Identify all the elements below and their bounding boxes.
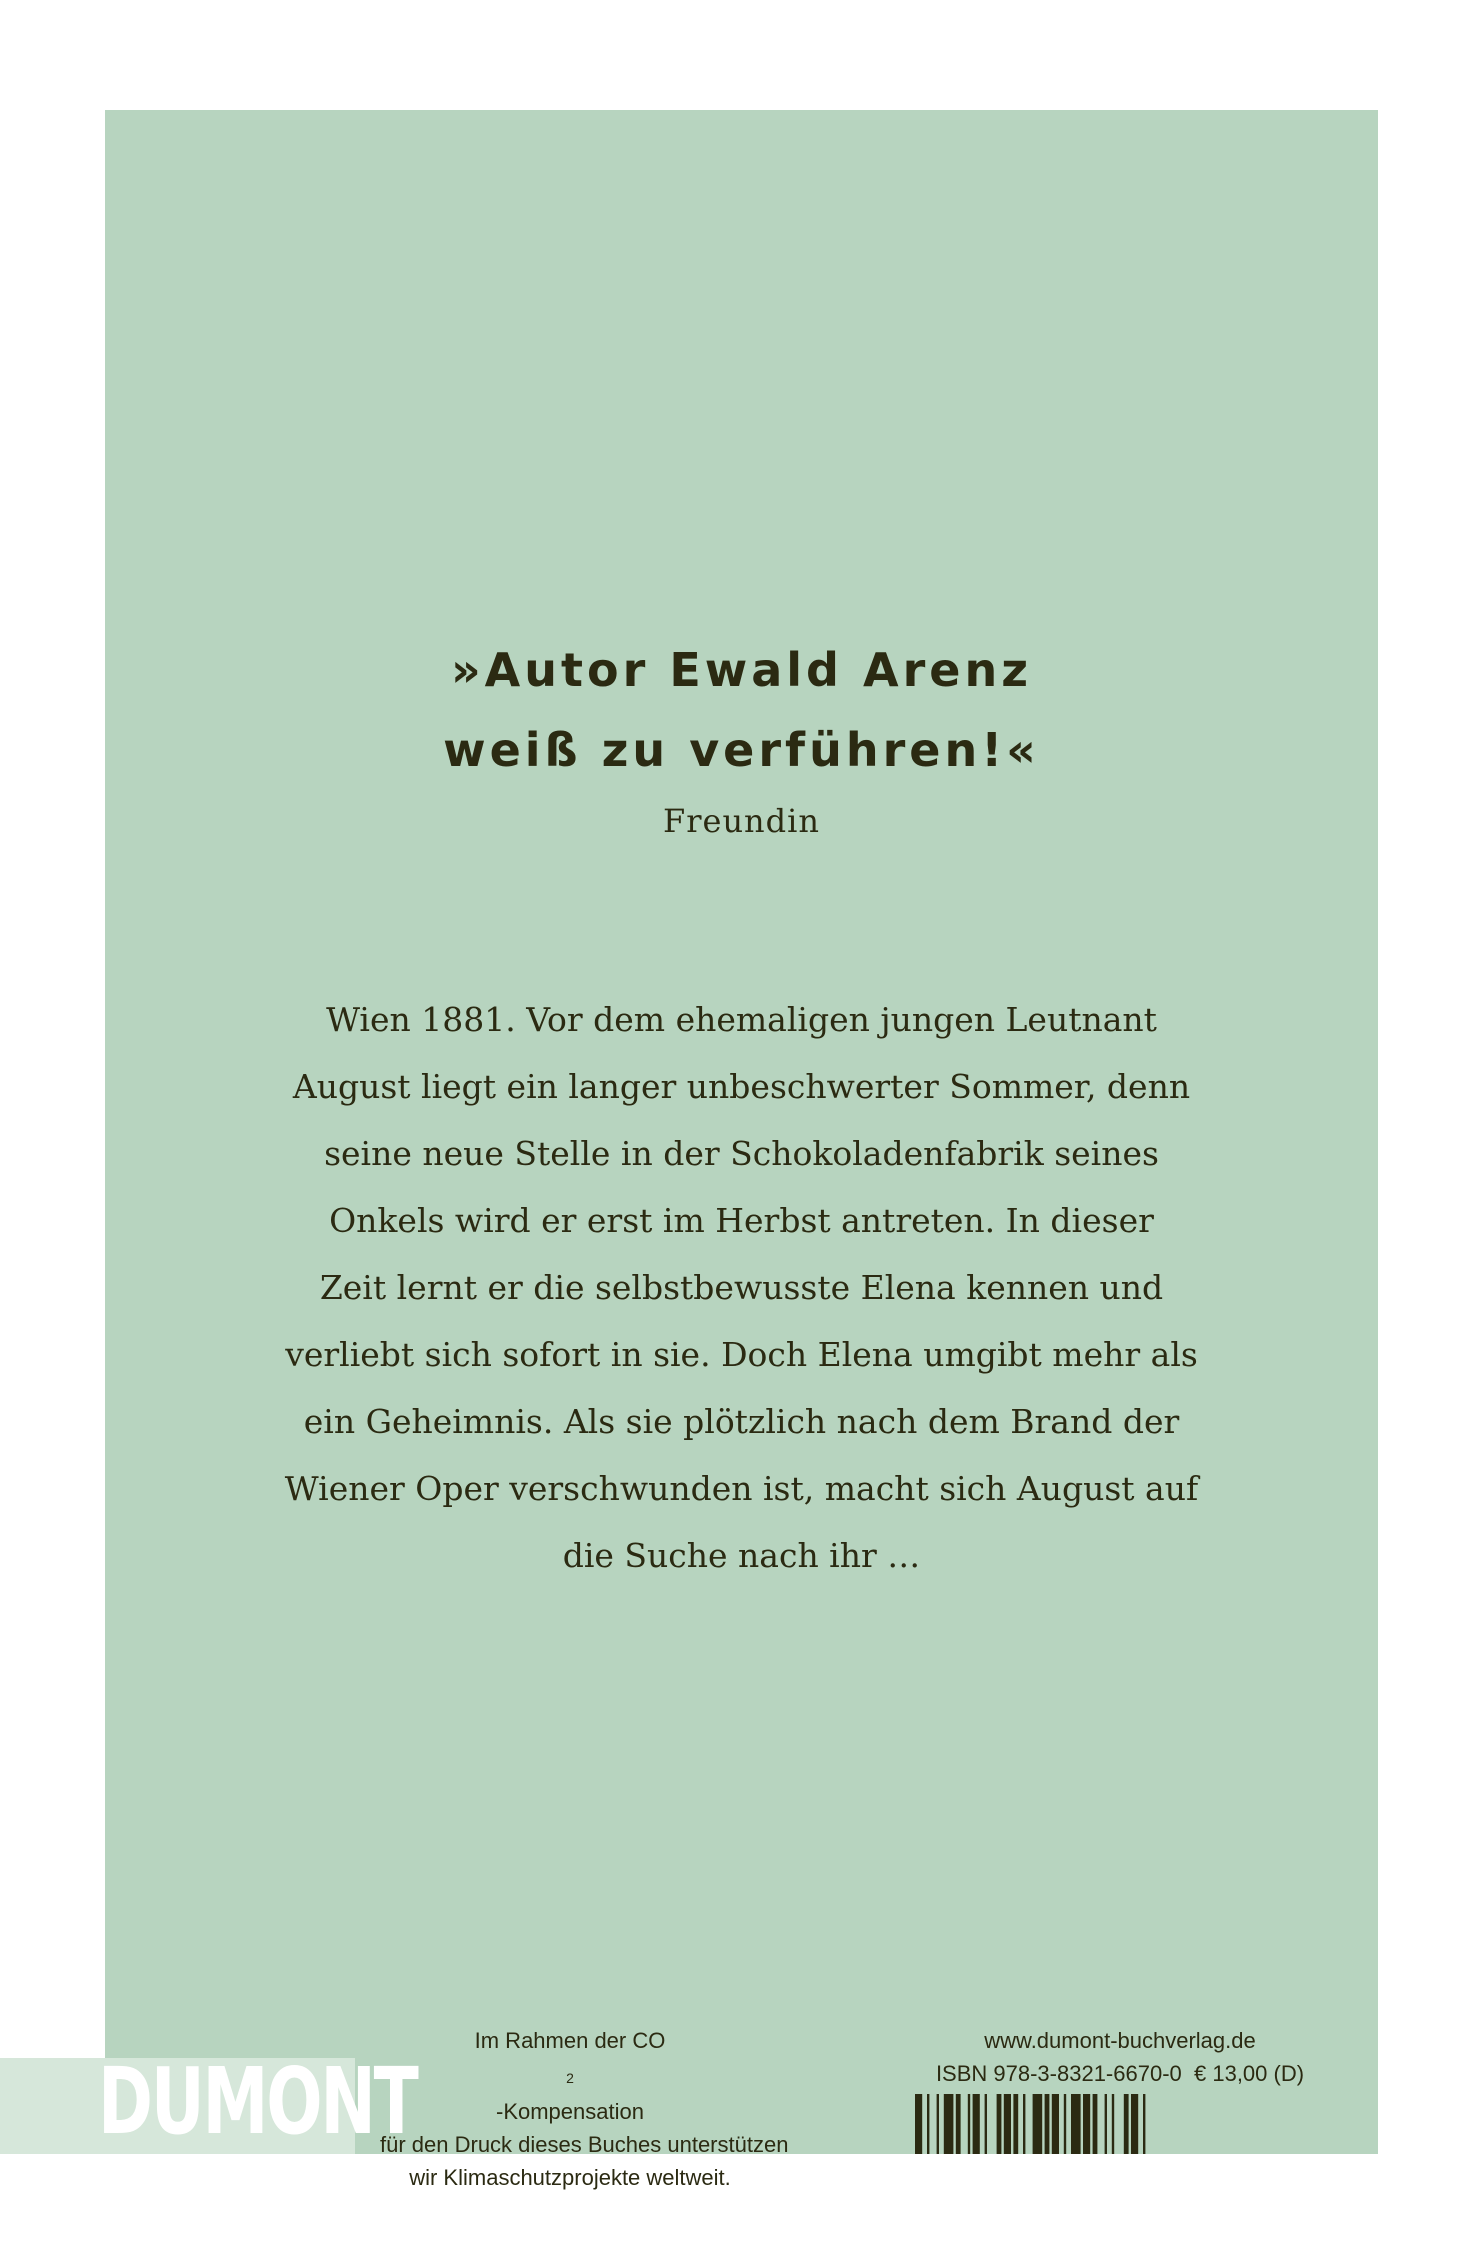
barcode-bar xyxy=(937,2094,939,2154)
barcode-bar xyxy=(1105,2094,1107,2154)
blurb-line: Onkels wird er erst im Herbst antreten. In dieser xyxy=(329,1201,1154,1240)
book-blurb xyxy=(255,986,1228,1589)
barcode-bar xyxy=(1093,2094,1098,2154)
barcode-bar xyxy=(973,2094,980,2154)
barcode-bar xyxy=(1013,2094,1018,2154)
barcode-bar xyxy=(927,2094,929,2154)
barcode-bar xyxy=(1083,2094,1090,2154)
barcode-bar xyxy=(1033,2094,1043,2154)
blurb-line: verliebt sich sofort in sie. Doch Elena umgibt mehr als xyxy=(285,1335,1198,1374)
review-quote-line-2: weiß zu verführen!« xyxy=(443,723,1040,777)
book-meta xyxy=(900,2024,1340,2090)
blurb-line: ein Geheimnis. Als sie plötzlich nach dem Brand der xyxy=(303,1402,1180,1441)
barcode-bar xyxy=(1052,2094,1059,2154)
barcode-bar xyxy=(1023,2094,1025,2154)
barcode xyxy=(915,2094,1319,2154)
co2-notice-line-1: Im Rahmen der CO $_2$ -Kompensation xyxy=(474,2028,666,2124)
review-quote xyxy=(105,630,1378,790)
blurb-line: August liegt ein langer unbeschwerter Sommer, denn xyxy=(292,1067,1191,1106)
co2-notice-line-2: für den Druck dieses Buches unterstützen xyxy=(380,2132,789,2157)
blurb-line: seine neue Stelle in der Schokoladenfabrik seines xyxy=(324,1134,1159,1173)
blurb-line: die Suche nach ihr … xyxy=(562,1536,921,1575)
barcode-bar xyxy=(956,2094,961,2154)
co2-notice xyxy=(380,2024,789,2194)
book-back-cover xyxy=(105,110,1378,2154)
barcode-bar xyxy=(1112,2094,1114,2154)
barcode-bar xyxy=(1071,2094,1081,2154)
review-quote-line-1: »Autor Ewald Arenz xyxy=(450,643,1033,697)
dumont-logo: DUMONT xyxy=(98,2048,417,2155)
isbn-price-line xyxy=(900,2057,1340,2090)
price: € 13,00 (D) xyxy=(1194,2061,1305,2086)
barcode-bar xyxy=(985,2094,987,2154)
barcode-bar xyxy=(1045,2094,1050,2154)
barcode-bar xyxy=(997,2094,1002,2154)
barcode-bar xyxy=(1064,2094,1066,2154)
publisher-website: www.dumont-buchverlag.de xyxy=(984,2028,1256,2053)
blurb-line: Zeit lernt er die selbstbewusste Elena kennen und xyxy=(319,1268,1164,1307)
review-source: Freundin xyxy=(663,802,820,840)
barcode-bar xyxy=(1124,2094,1129,2154)
isbn: ISBN 978-3-8321-6670-0 xyxy=(935,2061,1182,2086)
blurb-line: Wiener Oper verschwunden ist, macht sich August auf xyxy=(284,1469,1199,1508)
barcode-bar xyxy=(944,2094,954,2154)
blurb-line: Wien 1881. Vor dem ehemaligen jungen Leutnant xyxy=(326,1000,1157,1039)
barcode-bar xyxy=(1004,2094,1011,2154)
barcode-bar xyxy=(1131,2094,1138,2154)
barcode-bar xyxy=(915,2094,922,2154)
barcode-bar xyxy=(1143,2094,1145,2154)
barcode-bar xyxy=(968,2094,970,2154)
co2-notice-line-3: wir Klimaschutzprojekte weltweit. xyxy=(409,2165,731,2190)
